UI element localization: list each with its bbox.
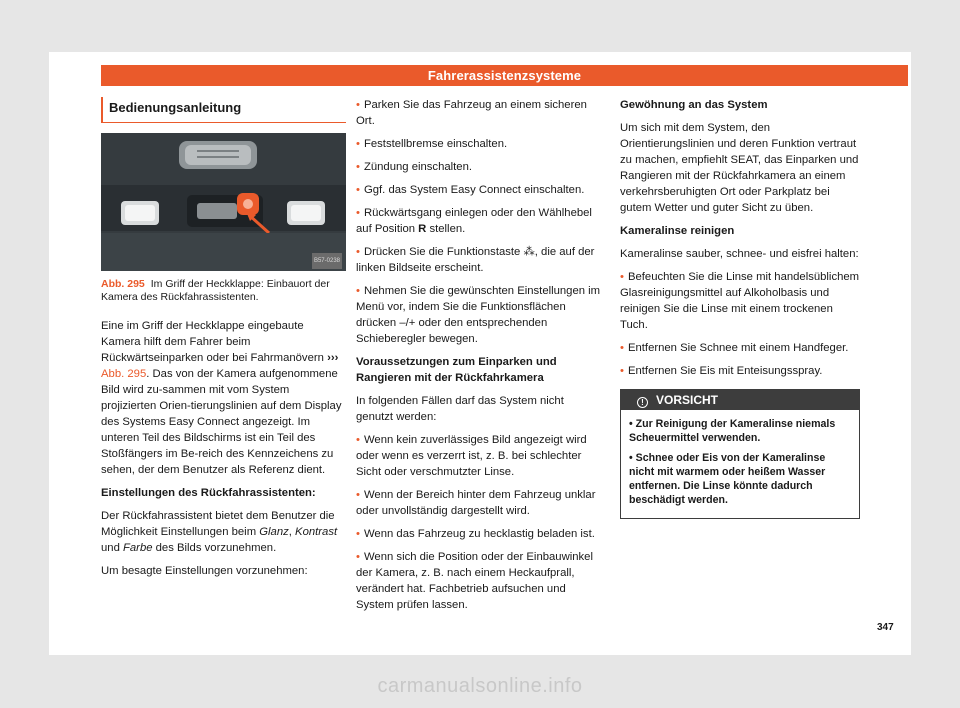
lens-title: Kameralinse reinigen xyxy=(620,225,735,237)
warning-header xyxy=(621,390,859,410)
requirements-title: Voraussetzungen zum Einparken und Rangieren mit der Rückfahrkamera xyxy=(356,356,557,384)
list-item: • Nehmen Sie die gewünschten Einstellungen im Menü vor, indem Sie die Funktionsflächen drücken –/+ oder den entsprechenden Schieberegler bewegen. xyxy=(356,283,601,347)
warning-label: VORSICHT xyxy=(656,393,719,407)
list-item: • Wenn der Bereich hinter dem Fahrzeug unklar oder unvollständig dargestellt wird. xyxy=(356,487,601,519)
figure-caption xyxy=(101,278,346,304)
list-item: • Drücken Sie die Funktionstaste ⁂, die auf der linken Bildseite erscheint. xyxy=(356,244,601,276)
page-number: 347 xyxy=(877,622,894,633)
habit-title: Gewöhnung an das System xyxy=(620,99,768,111)
requirements-intro: In folgenden Fällen darf das System nicht genutzt werden: xyxy=(356,395,564,423)
lens-text: Kameralinse sauber, schnee- und eisfrei halten: xyxy=(620,248,859,260)
section-title: Bedienungsanleitung xyxy=(101,97,346,123)
figure-number: Abb. 295 xyxy=(101,278,145,290)
settings-title: Einstellungen des Rückfahrassistenten: xyxy=(101,487,316,499)
figure-code: B57-0238 xyxy=(312,253,342,269)
watermark: carmanualsonline.info xyxy=(377,675,583,697)
list-item: • Ggf. das System Easy Connect einschalten. xyxy=(356,182,601,198)
caption-text: Im Griff der Heckklappe: Einbauort der Kamera des Rückfahrassistenten. xyxy=(101,278,330,303)
warning-item: • Schnee oder Eis von der Kameralinse nicht mit warmem oder heißem Wasser entfernen. Die Linse könnte dadurch beschädigt werden. xyxy=(629,452,826,506)
tailgate-handle-illustration xyxy=(101,133,346,271)
list-item: • Wenn sich die Position oder der Einbauwinkel der Kamera, z. B. nach einem Heckaufprall, verändert hat. Fachbetrieb aufsuchen und System prüfen lassen. xyxy=(356,549,601,613)
caution-icon: ! xyxy=(637,397,648,408)
warning-item: • Zur Reinigung der Kameralinse niemals Scheuermittel verwenden. xyxy=(629,418,836,444)
intro-paragraph: Eine im Griff der Heckklappe eingebaute Kamera hilft dem Fahrer beim Rückwärtseinparken oder bei Fahrmanövern ››› Abb. 295. Das von der Kamera aufgenommene Bild wird zu-sammen mit vom System projizierten Orien-tierungslinien auf dem Display des Systems Easy Connect angezeigt. Im unteren Teil des Bildschirms ist ein Teil des Stoßfängers im Be-reich des Kennzeichens zu sehen, der dem Benutzer als Referenz dient. xyxy=(101,320,342,476)
camera-photo xyxy=(101,133,346,271)
list-item: • Rückwärtsgang einlegen oder den Wählhebel auf Position R stellen. xyxy=(356,205,601,237)
list-item: • Entfernen Sie Schnee mit einem Handfeger. xyxy=(620,340,860,356)
reference-arrow: ››› xyxy=(327,352,339,364)
settings-paragraph: Der Rückfahrassistent bietet dem Benutzer die Möglichkeit Einstellungen beim Glanz, Kontrast und Farbe des Bilds vorzunehmen. xyxy=(101,510,338,554)
list-item: • Wenn das Fahrzeug zu hecklastig beladen ist. xyxy=(356,526,601,542)
list-item: • Befeuchten Sie die Linse mit handelsüblichem Glasreinigungsmittel auf Alkoholbasis und reinigen Sie die Linse mit einem trockenen Tuch. xyxy=(620,269,860,333)
column-right xyxy=(620,97,860,519)
warning-box xyxy=(620,389,860,519)
chapter-header: Fahrerassistenzsysteme xyxy=(101,65,908,86)
column-middle xyxy=(356,97,601,620)
list-item: • Entfernen Sie Eis mit Enteisungsspray. xyxy=(620,363,860,379)
list-item: • Wenn kein zuverlässiges Bild angezeigt wird oder wenn es verzerrt ist, z. B. bei schlechter Sicht oder verschmutzter Linse. xyxy=(356,432,601,480)
list-item: • Parken Sie das Fahrzeug an einem sicheren Ort. xyxy=(356,97,601,129)
warning-body xyxy=(621,410,859,518)
manual-page xyxy=(49,52,911,655)
list-item: • Zündung einschalten. xyxy=(356,159,601,175)
column-left xyxy=(101,97,346,586)
habit-text: Um sich mit dem System, den Orientierungslinien und deren Funktion vertraut zu machen, empfiehlt SEAT, das Einparken und Rangieren mit der Rückfahrkamera an einem verkehrsberuhigten Ort oder Parkplatz bei gutem Wetter und guter Sicht zu üben. xyxy=(620,122,859,214)
figure-link[interactable]: Abb. 295 xyxy=(101,368,147,380)
function-key-icon: ⁂ xyxy=(523,246,535,258)
settings-how: Um besagte Einstellungen vorzunehmen: xyxy=(101,565,308,577)
list-item: • Feststellbremse einschalten. xyxy=(356,136,601,152)
